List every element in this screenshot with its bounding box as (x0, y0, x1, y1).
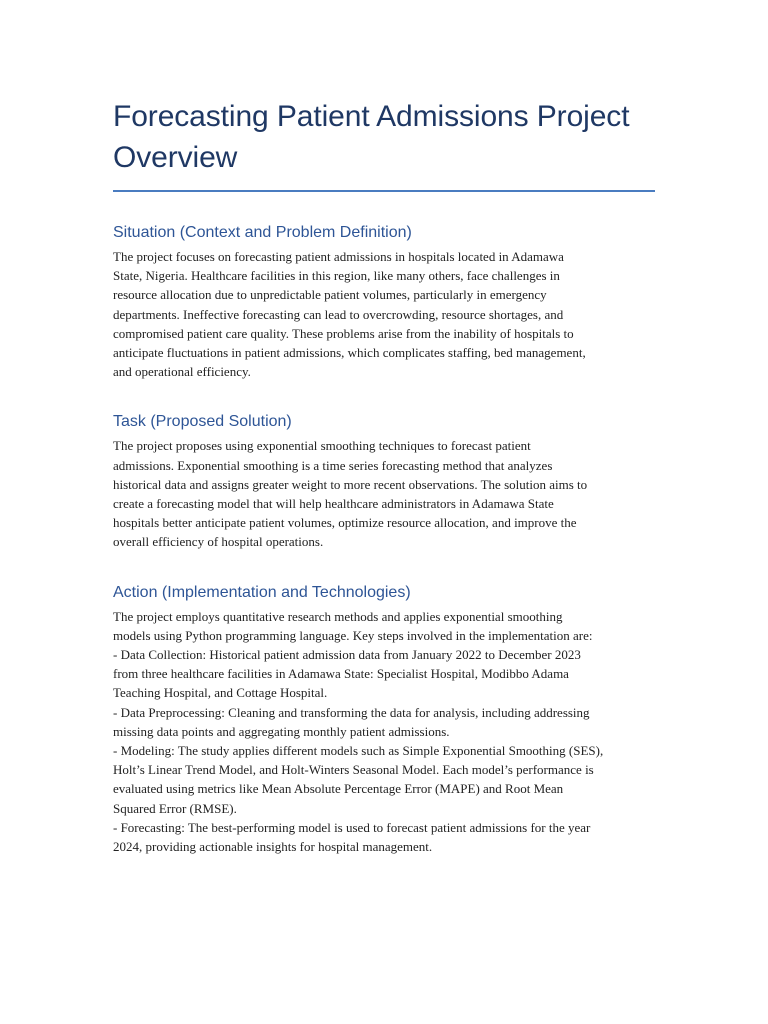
text-line: missing data points and aggregating monthly patient admissions. (113, 723, 450, 739)
document-page (113, 96, 655, 856)
text-line: from three healthcare facilities in Adamawa State: Specialist Hospital, Modibbo Adama (113, 666, 569, 682)
text-line: departments. Ineffective forecasting can lead to overcrowding, resource shortages, and (113, 306, 564, 322)
text-line: resource allocation due to unpredictable patient volumes, particularly in emergency (113, 287, 547, 303)
text-line: models using Python programming language. Key steps involved in the implementation are: (113, 627, 593, 643)
text-line: evaluated using metrics like Mean Absolute Percentage Error (MAPE) and Root Mean (113, 781, 564, 797)
section-paragraph-situation (113, 247, 655, 381)
text-line: anticipate fluctuations in patient admissions, which complicates staffing, bed management, (113, 345, 586, 361)
page-title (113, 96, 655, 186)
text-line: - Data Preprocessing: Cleaning and transforming the data for analysis, including addressing (113, 704, 590, 720)
section-paragraph-task (113, 436, 655, 551)
title-line: Forecasting Patient Admissions Project (113, 100, 630, 133)
text-line: create a forecasting model that will help healthcare administrators in Adamawa State (113, 496, 554, 512)
title-line: Overview (113, 141, 238, 174)
section-paragraph-action (113, 607, 655, 857)
text-line: Holt’s Linear Trend Model, and Holt-Winters Seasonal Model. Each model’s performance is (113, 762, 594, 778)
text-line: - Data Collection: Historical patient admission data from January 2022 to December 2023 (113, 647, 581, 663)
text-line: hospitals better anticipate patient volumes, optimize resource allocation, and improve the (113, 515, 577, 531)
title-divider (113, 190, 655, 192)
text-line: admissions. Exponential smoothing is a time series forecasting method that analyzes (113, 457, 553, 473)
text-line: - Modeling: The study applies different models such as Simple Exponential Smoothing (SES), (113, 743, 604, 759)
text-line: historical data and assigns greater weight to more recent observations. The solution aims to (113, 476, 588, 492)
text-line: compromised patient care quality. These problems arise from the inability of hospitals to (113, 325, 574, 341)
text-line: The project employs quantitative research methods and applies exponential smoothing (113, 608, 563, 624)
text-line: and operational efficiency. (113, 364, 251, 380)
text-line: State, Nigeria. Healthcare facilities in this region, like many others, face challenges in (113, 268, 560, 284)
text-line: The project proposes using exponential smoothing techniques to forecast patient (113, 438, 531, 454)
section-heading-situation: Situation (Context and Problem Definition) (113, 224, 412, 241)
text-line: Teaching Hospital, and Cottage Hospital. (113, 685, 328, 701)
text-line: The project focuses on forecasting patient admissions in hospitals located in Adamawa (113, 249, 564, 264)
text-line: - Forecasting: The best-performing model is used to forecast patient admissions for the year (113, 819, 591, 835)
section-heading-action: Action (Implementation and Technologies) (113, 583, 411, 601)
text-line: Squared Error (RMSE). (113, 800, 237, 816)
text-line: 2024, providing actionable insights for hospital management. (113, 839, 433, 855)
text-line: overall efficiency of hospital operations. (113, 534, 324, 550)
section-heading-task: Task (Proposed Solution) (113, 413, 292, 431)
